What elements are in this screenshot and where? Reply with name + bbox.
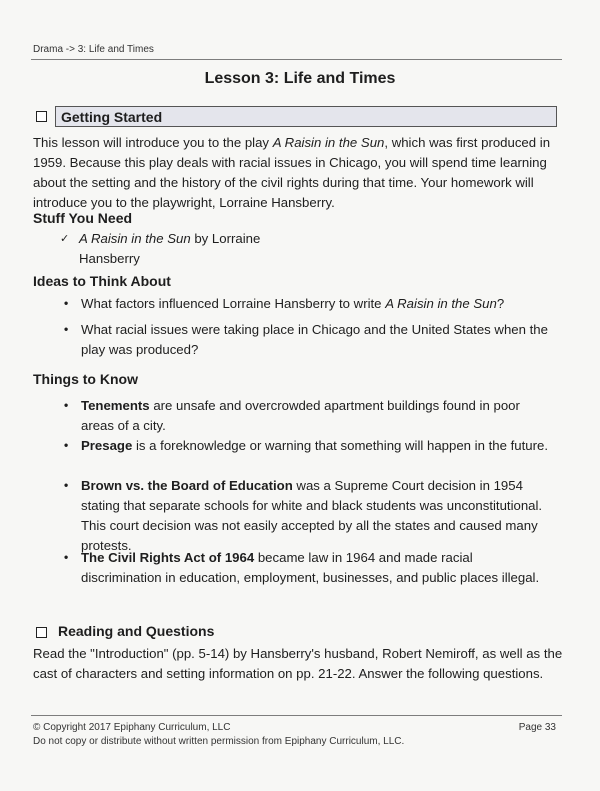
term-item: Presage is a foreknowledge or warning that something will happen in the future.: [81, 438, 548, 453]
term-item: The Civil Rights Act of 1964 became law in 1964 and made racial discrimination in education, employment, businesses, and public places illegal.: [81, 550, 540, 585]
footer-rule: [31, 715, 562, 716]
term-item: Brown vs. the Board of Education was a Supreme Court decision in 1954 stating that separate schools for white and black students was unconstitutional. This court decision was not easily accepted by all the states and caused many protests.: [81, 478, 543, 553]
need-item: A Raisin in the Sun by Lorraine Hansberry: [79, 231, 261, 266]
copyright-text: © Copyright 2017 Epiphany Curriculum, LLC: [33, 722, 231, 733]
stuff-you-need-heading: Stuff You Need: [33, 210, 133, 226]
bullet-icon: •: [64, 398, 69, 412]
ideas-heading: Ideas to Think About: [33, 273, 171, 289]
getting-started-paragraph: This lesson will introduce you to the play A Raisin in the Sun, which was first produced in 1959. Because this play deals with racial issues in Chicago, you will spend time learning about the setting and the history of the civil rights during that time. Your homework will introduce you to the playwright, Lorraine Hansberry.: [33, 135, 551, 210]
breadcrumb: Drama -> 3: Life and Times: [33, 44, 154, 55]
page-title: Lesson 3: Life and Times: [204, 70, 396, 87]
getting-started-heading: Getting Started: [61, 109, 163, 125]
bullet-icon: •: [64, 478, 69, 492]
bullet-icon: •: [64, 296, 69, 310]
idea-question-1: What factors influenced Lorraine Hansberry to write A Raisin in the Sun?: [81, 296, 505, 311]
bullet-icon: •: [64, 438, 69, 452]
copy-notice: Do not copy or distribute without written permission from Epiphany Curriculum, LLC.: [33, 736, 405, 747]
page-number: Page 33: [518, 722, 556, 733]
bullet-icon: •: [64, 550, 69, 564]
checkmark-icon: ✓: [60, 233, 70, 245]
idea-question-2: What racial issues were taking place in Chicago and the United States when the play was produced?: [81, 322, 548, 357]
term-item: Tenements are unsafe and overcrowded apartment buildings found in poor areas of a city.: [81, 398, 520, 433]
reading-heading: Reading and Questions: [58, 623, 215, 639]
bullet-icon: •: [64, 322, 69, 336]
reading-checkbox[interactable]: [36, 627, 47, 638]
play-title: A Raisin in the Sun: [272, 135, 385, 150]
reading-paragraph: Read the "Introduction" (pp. 5-14) by Hansberry's husband, Robert Nemiroff, as well as the cast of characters and setting information on pp. 21-22. Answer the following questions.: [33, 646, 563, 681]
things-to-know-heading: Things to Know: [33, 371, 138, 387]
header-rule: [31, 59, 562, 60]
getting-started-checkbox[interactable]: [36, 111, 47, 122]
